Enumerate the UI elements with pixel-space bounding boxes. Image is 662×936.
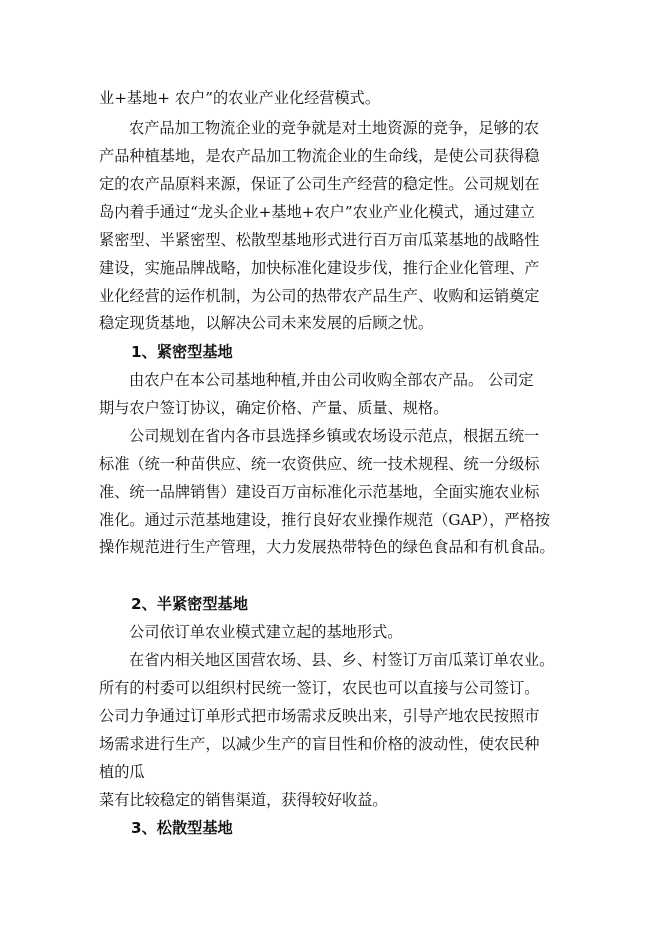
text-line-5: 岛内着手通过“龙头企业+基地+农户”农业产业化模式，通过建立 [99,203,535,221]
text-line-11: 由农户在本公司基地种植,并由公司收购全部农产品。 公司定 [129,371,534,389]
text-line-25: 菜有比较稳定的销售渠道，获得较好收益。 [99,791,388,809]
text-line-14: 标准（统一种苗供应、统一农资供应、统一技术规程、统一分级标 [99,455,540,473]
text-line-13: 公司规划在省内各市县选择乡镇或农场设示范点，根据五统一 [129,427,540,445]
text-line-15: 准、统一品牌销售）建设百万亩标准化示范基地，全面实施农业标 [99,483,540,501]
text-line-1: 业+基地+ 农户”的农业产业化经营模式。 [99,89,381,107]
text-line-8: 业化经营的运作机制，为公司的热带农产品生产、收购和运销奠定 [99,287,540,305]
section-heading-3: 3、松散型基地 [131,819,233,837]
section-heading-1: 1、紧密型基地 [131,343,233,361]
section-heading-2: 2、半紧密型基地 [131,595,248,613]
text-line-19: 公司依订单农业模式建立起的基地形式。 [129,623,403,641]
text-line-22: 公司力争通过订单形式把市场需求反映出来，引导产地农民按照市 [99,707,540,725]
text-line-12: 期与农户签订协议，确定价格、产量、质量、规格。 [99,399,449,417]
text-line-17: 操作规范进行生产管理，大力发展热带特色的绿色食品和有机食品。 [99,538,555,556]
text-line-3: 产品种植基地，是农产品加工物流企业的生命线，是使公司获得稳 [99,147,540,165]
text-line-20: 在省内相关地区国营农场、县、乡、村签订万亩瓜菜订单农业。 [129,651,555,669]
text-line-24: 植的瓜 [99,763,145,781]
text-line-9: 稳定现货基地，以解决公司未来发展的后顾之忧。 [99,314,434,332]
text-line-21: 所有的村委可以组织村民统一签订，农民也可以直接与公司签订。 [99,679,540,697]
text-line-23: 场需求进行生产，以减少生产的盲目性和价格的波动性，使农民种 [99,735,540,753]
text-line-2: 农产品加工物流企业的竞争就是对土地资源的竞争，足够的农 [129,119,540,137]
text-line-16: 准化。通过示范基地建设，推行良好农业操作规范（GAP），严格按 [99,511,550,529]
text-line-4: 定的农产品原料来源，保证了公司生产经营的稳定性。公司规划在 [99,175,540,193]
text-line-7: 建设，实施品牌战略，加快标准化建设步伐，推行企业化管理、产 [99,259,540,277]
text-line-6: 紧密型、半紧密型、松散型基地形式进行百万亩瓜菜基地的战略性 [99,231,540,249]
